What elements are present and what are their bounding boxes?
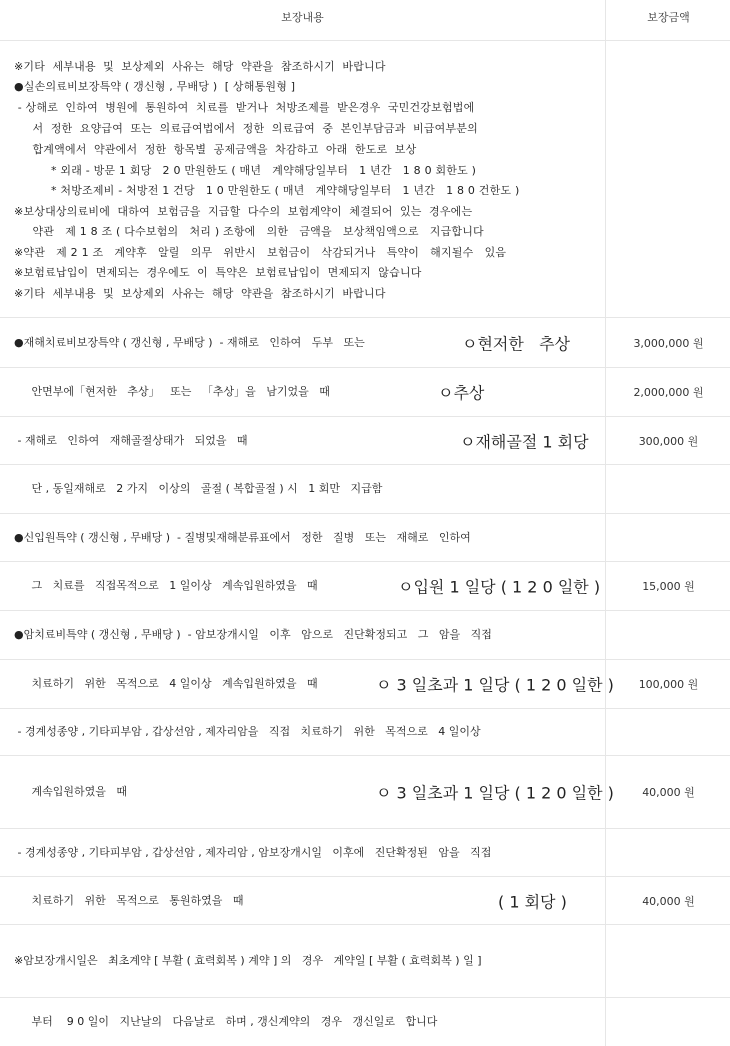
- row-text: - 경계성종양 , 기타피부암 , 갑상선암 , 제자리암을 직접 치료하기 위한 목적으로 4 일이상: [14, 725, 481, 738]
- row-right-label: ( 1 회당 ): [498, 892, 567, 911]
- table-row: [0, 562, 730, 611]
- block1-amount: [605, 41, 730, 317]
- table-row: [0, 465, 730, 514]
- row-amount: 3,000,000 원: [605, 318, 730, 367]
- block1-line: * 외래 - 방문 1 회당 2 0 만원한도 ( 매년 계약해당일부터 1 년간 1 8 0 회한도 ): [14, 164, 477, 177]
- header-content: 보장내용: [281, 11, 324, 24]
- table-row-silson: [0, 41, 730, 318]
- block1-line: 합계액에서 약관에서 정한 항목별 공제금액을 차감하고 아래 한도로 보상: [14, 143, 417, 156]
- table-row: [0, 514, 730, 562]
- row-text: 치료하기 위한 목적으로 4 일이상 계속입원하였을 때: [14, 677, 318, 690]
- row-text: ●재해치료비보장특약 ( 갱신형 , 무배당 ) - 재해로 인하여 두부 또는: [14, 335, 365, 349]
- block1-line: 서 정한 요양급여 또는 의료급여법에서 정한 의료급여 중 본인부담금과 비급여부분의: [14, 122, 478, 135]
- table-row: [0, 417, 730, 465]
- row-text: - 경계성종양 , 기타피부암 , 갑상선암 , 제자리암 , 암보장개시일 이후에 진단확정된 암을 직접: [14, 845, 492, 859]
- row-amount: [605, 709, 730, 755]
- row-right-label: ㅇ현저한 추상: [462, 334, 570, 353]
- row-amount: [605, 998, 730, 1046]
- row-right-label: ㅇ추상: [438, 383, 485, 403]
- row-amount: 300,000 원: [605, 417, 730, 464]
- row-text: 치료하기 위한 목적으로 통원하였을 때: [14, 893, 244, 907]
- row-amount: 2,000,000 원: [605, 368, 730, 416]
- row-amount: 100,000 원: [605, 660, 730, 708]
- row-right-label: ㅇ 3 일초과 1 일당 ( 1 2 0 일한 ): [376, 783, 614, 803]
- block1-line: * 처방조제비 - 처방전 1 건당 1 0 만원한도 ( 매년 계약해당일부터 1 년간 1 8 0 건한도 ): [14, 184, 520, 197]
- table-row: [0, 925, 730, 998]
- row-text: 그 치료를 직접목적으로 1 일이상 계속입원하였을 때: [14, 579, 318, 592]
- table-row: [0, 660, 730, 709]
- row-text: 부터 9 0 일이 지난날의 다음날로 하며 , 갱신계약의 경우 갱신일로 합니다: [14, 1015, 438, 1028]
- block1-description: [14, 41, 600, 317]
- block1-line: ※약관 제 2 1 조 계약후 알릴 의무 위반시 보험금이 삭감되거나 특약이 해지될수 있음: [14, 246, 507, 259]
- table-row: [0, 368, 730, 417]
- block1-line: ※기타 세부내용 및 보상제외 사유는 해당 약관을 참조하시기 바랍니다: [14, 60, 386, 73]
- row-text: 단 , 동일재해로 2 가지 이상의 골절 ( 복합골절 ) 시 1 회만 지급함: [14, 482, 383, 495]
- row-amount: [605, 925, 730, 997]
- row-text: 계속입원하였을 때: [14, 785, 127, 798]
- block1-line: ※기타 세부내용 및 보상제외 사유는 해당 약관을 참조하시기 바랍니다: [14, 287, 386, 300]
- row-text: ●암치료비특약 ( 갱신형 , 무배당 ) - 암보장개시일 이후 암으로 진단확정되고 그 암을 직접: [14, 628, 492, 641]
- block1-line: ※보험료납입이 면제되는 경우에도 이 특약은 보험료납입이 면제되지 않습니다: [14, 266, 422, 279]
- table-row: [0, 829, 730, 877]
- table-row: [0, 877, 730, 925]
- row-amount: [605, 829, 730, 876]
- table-row: [0, 998, 730, 1046]
- row-amount: 15,000 원: [605, 562, 730, 610]
- block1-line: ※보상대상의료비에 대하여 보험금을 지급할 다수의 보험계약이 체결되어 있는 경우에는: [14, 205, 473, 218]
- block1-line: 약관 제 1 8 조 ( 다수보험의 처리 ) 조항에 의한 금액을 보상책임액으로 지급합니다: [14, 225, 484, 238]
- row-amount: [605, 611, 730, 659]
- table-row: [0, 611, 730, 660]
- row-text: ※암보장개시일은 최초계약 [ 부활 ( 효력회복 ) 계약 ] 의 경우 계약일 [ 부활 ( 효력회복 ) 일 ]: [14, 954, 482, 967]
- row-amount: [605, 514, 730, 561]
- table-header: [0, 0, 730, 41]
- row-amount: 40,000 원: [605, 756, 730, 828]
- table-row: [0, 709, 730, 756]
- block1-line: ●실손의료비보장특약 ( 갱신형 , 무배당 ) [ 상해통원형 ]: [14, 80, 296, 93]
- header-amount: 보장금액: [605, 0, 730, 40]
- row-text: 안면부에「현저한 추상」 또는 「추상」을 남기었을 때: [14, 385, 330, 398]
- row-amount: 40,000 원: [605, 877, 730, 924]
- row-text: ●신입원특약 ( 갱신형 , 무배당 ) - 질병및재해분류표에서 정한 질병 또는 재해로 인하여: [14, 530, 471, 544]
- row-amount: [605, 465, 730, 513]
- block1-line: - 상해로 인하여 병원에 통원하여 치료를 받거나 처방조제를 받은경우 국민건강보험법에: [14, 101, 475, 114]
- table-row: [0, 756, 730, 829]
- row-right-label: ㅇ재해골절 1 회당: [460, 432, 589, 451]
- row-right-label: ㅇ 3 일초과 1 일당 ( 1 2 0 일한 ): [376, 675, 614, 695]
- row-right-label: ㅇ입원 1 일당 ( 1 2 0 일한 ): [398, 577, 601, 597]
- row-text: - 재해로 인하여 재해골절상태가 되었을 때: [14, 433, 248, 447]
- table-row: [0, 318, 730, 368]
